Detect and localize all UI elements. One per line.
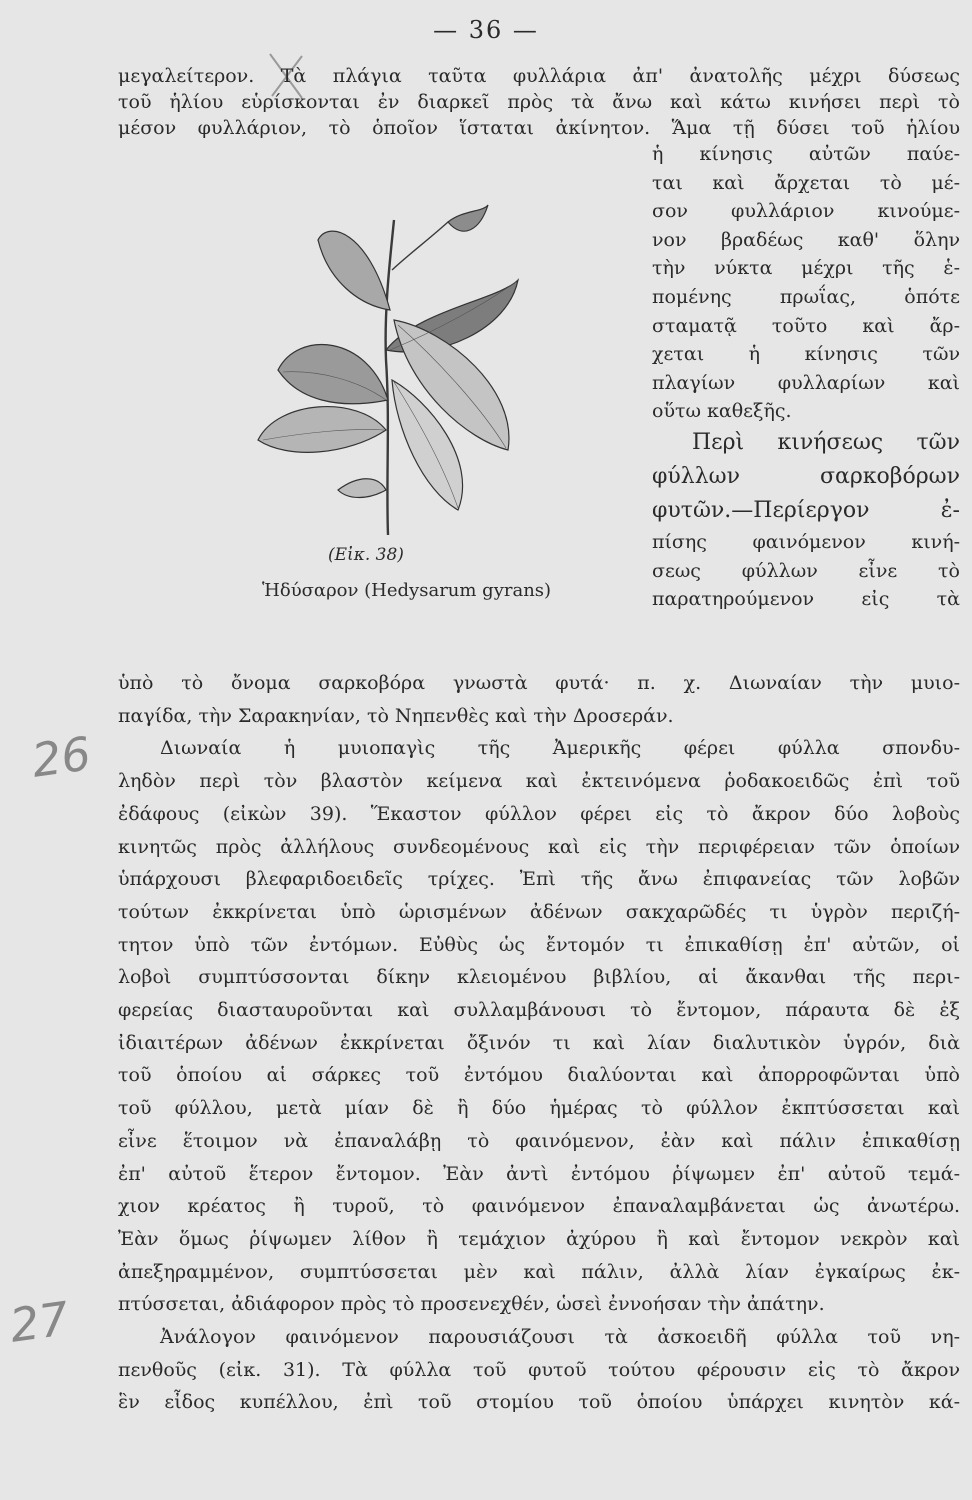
section-heading-line: Περὶ κινήσεως τῶν [692, 429, 960, 455]
text-line: τούτων ἐκκρίνεται ὑπὸ ὡρισμένων ἀδένων σακχαρῶδές τι ὑγρὸν περιζή- [118, 900, 960, 923]
text-line: Διωναία ἡ μυιοπαγὶς τῆς Ἀμερικῆς φέρει φύλλα σπονδυ- [160, 737, 960, 760]
text-line: ἓν εἶδος κυπέλλου, ἐπὶ τοῦ στομίου τοῦ ὁποίου ὑπάρχει κινητὸν κά- [118, 1391, 960, 1414]
text-line: πλαγίων φυλλαρίων καὶ [652, 371, 960, 394]
text-line: τοῦ ὁποίου αἱ σάρκες τοῦ ἐντόμου διαλύονται καὶ ἀπορροφῶνται ὑπὸ [118, 1064, 960, 1087]
text-line: τοῦ φύλλου, μετὰ μίαν δὲ ἢ δύο ἡμέρας τὸ φύλλον ἐκπτύσσεται καὶ [118, 1097, 960, 1120]
figure-caption: Ἡδύσαρον (Hedysarum gyrans) [262, 580, 552, 601]
text-line: τὴν νύκτα μέχρι τῆς ἑ- [652, 257, 960, 280]
page-number: — 36 — [433, 16, 539, 44]
text-line: μέσον φυλλάριον, τὸ ὁποῖον ἵσταται ἀκίνητον. Ἅμα τῇ δύσει τοῦ ἡλίου [118, 116, 960, 139]
text-line: λοβοὶ συμπτύσσονται δίκην κλειομένου βιβλίου, αἱ ἄκανθαι τῆς περι- [118, 966, 960, 989]
figure-label: (Εἰκ. 38) [328, 545, 404, 565]
text-line: τητον ὑπὸ τῶν ἐντόμων. Εὐθὺς ὡς ἔντομόν τι ἐπικαθίσῃ ἐπ' αὐτῶν, οἱ [118, 933, 960, 956]
text-line: χιον κρέατος ἢ τυροῦ, τὸ φαινόμενον ἐπαναλαμβάνεται ὡς ἀνωτέρω. [118, 1195, 960, 1218]
side-column [652, 140, 960, 614]
text-line: χεται ἡ κίνησις τῶν [652, 343, 960, 366]
text-line: παρατηρούμενον εἰς τὰ [652, 588, 960, 611]
text-line: πενθοῦς (εἰκ. 31). Τὰ φύλλα τοῦ φυτοῦ τούτου φέρουσιν εἰς τὸ ἄκρον [118, 1358, 960, 1381]
text-line: ὑπὸ τὸ ὄνομα σαρκοβόρα γνωστὰ φυτά· π. χ. Διωναίαν τὴν μυιο- [118, 672, 960, 694]
text-line: πτύσσεται, ἀδιάφορον πρὸς τὸ προσενεχθέν, ὡσεὶ ἐννοήσαν τὴν ἀπάτην. [118, 1293, 825, 1316]
text-line: μεγαλείτερον. Τὰ πλάγια ταῦτα φυλλάρια ἀπ' ἀνατολῆς μέχρι δύσεως [118, 65, 960, 87]
text-line: νον βραδέως καθ' ὅλην [652, 228, 960, 251]
text-line: σον φυλλάριον κινούμε- [652, 200, 960, 223]
text-line: ται καὶ ἄρχεται τὸ μέ- [652, 171, 960, 194]
text-line: οὕτω καθεξῆς. [652, 400, 792, 423]
text-line: Ἐὰν ὅμως ῥίψωμεν λίθον ἢ τεμάχιον ἀχύρου ἢ καὶ ἔντομον νεκρὸν καὶ [118, 1227, 960, 1250]
hedysarum-illustration [218, 200, 538, 540]
text-line: κινητῶς πρὸς ἀλλήλους συνδεομένους καὶ εἰς τὴν περιφέρειαν τῶν ὁποίων [118, 835, 960, 858]
top-paragraph [118, 64, 960, 141]
text-line: παγίδα, τὴν Σαρακηνίαν, τὸ Νηπενθὲς καὶ τὴν Δροσεράν. [118, 704, 674, 727]
section-heading-line: φύλλων σαρκοβόρων [652, 463, 960, 489]
text-line: ἐπ' αὐτοῦ ἕτερον ἔντομον. Ἐὰν ἀντὶ ἐντόμου ῥίψωμεν ἐπ' αὐτοῦ τεμά- [118, 1162, 960, 1185]
text-line: ἀπεξηραμμένον, συμπτύσσεται μὲν καὶ πάλιν, ἀλλὰ λίαν ἐγκαίρως ἐκ- [118, 1260, 960, 1283]
text-line: τοῦ ἡλίου εὑρίσκονται ἐν διαρκεῖ πρὸς τὰ ἄνω καὶ κάτω κινήσει περὶ τὸ [118, 90, 960, 113]
text-line: ὑπάρχουσι βλεφαριδοειδεῖς τρίχες. Ἐπὶ τῆς ἄνω ἐπιφανείας τῶν λοβῶν [118, 868, 960, 891]
text-line: εἶνε ἕτοιμον νὰ ἐπαναλάβῃ τὸ φαινόμενον, ἐὰν καὶ πάλιν ἐπικαθίσῃ [118, 1129, 960, 1152]
handwritten-note: 27 [6, 1291, 73, 1353]
text-line: ληδὸν περὶ τὸν βλαστὸν κείμενα καὶ ἐκτεινόμενα ῥοδακοειδῶς ἐπὶ τοῦ [118, 770, 960, 793]
text-line: πομένης πρωΐας, ὁπότε [652, 285, 960, 308]
handwritten-note: 26 [28, 726, 95, 788]
text-line: σταματᾷ τοῦτο καὶ ἄρ- [652, 314, 960, 337]
text-line: σεως φύλλων εἶνε τὸ [652, 559, 960, 582]
text-line: ἡ κίνησις αὐτῶν παύε- [652, 143, 960, 165]
main-body-text [118, 667, 960, 1419]
text-line: φερείας διασταυροῦνται καὶ συλλαμβάνουσι τὸ ἔντομον, πάραυτα δὲ ἐξ [118, 999, 960, 1022]
text-line: ἰδιαιτέρων ἀδένων ἐκκρίνεται ὄξινόν τι καὶ λίαν διαλυτικὸν ὑγρόν, διὰ [118, 1031, 960, 1054]
text-line: πίσης φαινόμενον κινή- [652, 530, 960, 553]
text-line: Ἀνάλογον φαινόμενον παρουσιάζουσι τὰ ἀσκοειδῆ φύλλα τοῦ νη- [160, 1326, 960, 1349]
text-line: ἐδάφους (εἰκὼν 39). Ἕκαστον φύλλον φέρει εἰς τὸ ἄκρον δύο λοβοὺς [118, 802, 960, 825]
section-heading-line: φυτῶν.—Περίεργον ἐ- [652, 497, 960, 523]
